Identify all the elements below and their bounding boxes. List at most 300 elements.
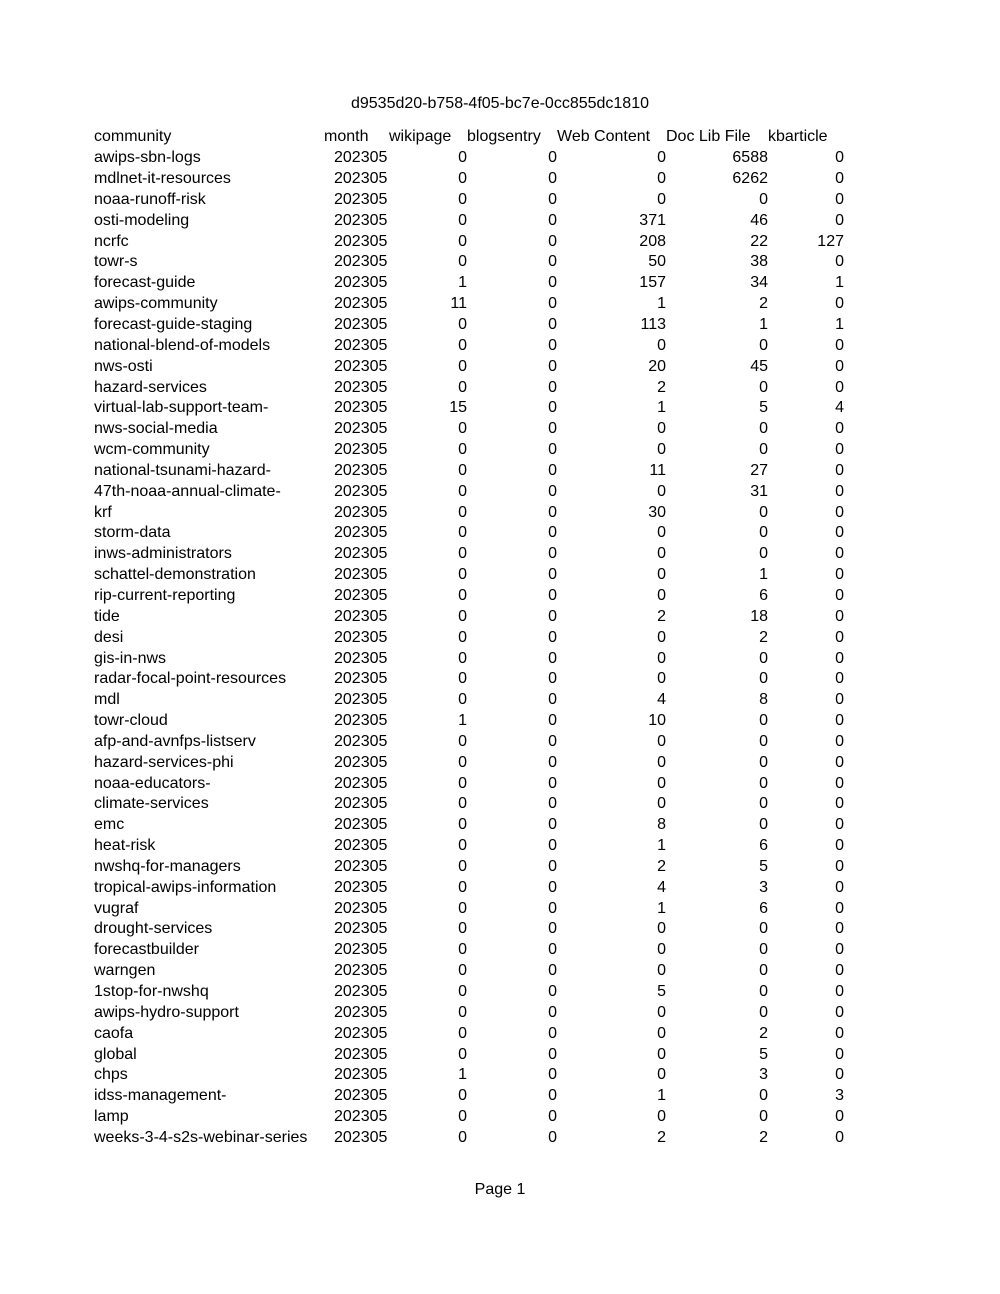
kbarticle-cell: 0 bbox=[835, 983, 844, 1001]
table-row bbox=[94, 231, 844, 252]
wikipage-cell: 0 bbox=[458, 170, 467, 188]
month-cell: 202305 bbox=[334, 586, 388, 604]
table-header-row bbox=[94, 127, 844, 148]
wikipage-cell: 0 bbox=[458, 899, 467, 917]
blogsentry-cell: 0 bbox=[548, 566, 557, 584]
web-content-cell: 1 bbox=[657, 837, 666, 855]
kbarticle-cell: 0 bbox=[835, 441, 844, 459]
doc-lib-file-cell: 0 bbox=[759, 190, 768, 208]
web-content-cell: 1 bbox=[657, 399, 666, 417]
blogsentry-cell: 0 bbox=[548, 482, 557, 500]
blogsentry-cell: 0 bbox=[548, 378, 557, 396]
doc-lib-file-cell: 3 bbox=[759, 1066, 768, 1084]
community-cell: drought-services bbox=[94, 920, 213, 938]
web-content-cell: 30 bbox=[648, 503, 666, 521]
doc-lib-file-cell: 0 bbox=[759, 670, 768, 688]
month-cell: 202305 bbox=[334, 1024, 388, 1042]
wikipage-cell: 0 bbox=[458, 857, 467, 875]
kbarticle-cell: 0 bbox=[835, 816, 844, 834]
community-cell: awips-hydro-support bbox=[94, 1003, 239, 1021]
web-content-cell: 157 bbox=[639, 274, 666, 292]
web-content-cell: 0 bbox=[657, 336, 666, 354]
doc-lib-file-cell: 0 bbox=[759, 649, 768, 667]
month-cell: 202305 bbox=[334, 607, 388, 625]
community-cell: towr-cloud bbox=[94, 712, 168, 730]
community-cell: awips-community bbox=[94, 295, 218, 313]
month-cell: 202305 bbox=[334, 1066, 388, 1084]
table-row bbox=[94, 398, 844, 419]
kbarticle-cell: 0 bbox=[835, 461, 844, 479]
table-row bbox=[94, 252, 844, 273]
month-cell: 202305 bbox=[334, 149, 388, 167]
doc-lib-file-cell: 6 bbox=[759, 837, 768, 855]
doc-lib-file-cell: 6 bbox=[759, 586, 768, 604]
month-cell: 202305 bbox=[334, 524, 388, 542]
wikipage-cell: 0 bbox=[458, 837, 467, 855]
kbarticle-cell: 0 bbox=[835, 670, 844, 688]
community-cell: mdl bbox=[94, 691, 120, 709]
month-cell: 202305 bbox=[334, 1108, 388, 1126]
wikipage-cell: 1 bbox=[458, 1066, 467, 1084]
kbarticle-cell: 0 bbox=[835, 378, 844, 396]
web-content-cell: 4 bbox=[657, 691, 666, 709]
month-cell: 202305 bbox=[334, 253, 388, 271]
kbarticle-cell: 0 bbox=[835, 899, 844, 917]
table-row bbox=[94, 877, 844, 898]
month-cell: 202305 bbox=[334, 170, 388, 188]
kbarticle-cell: 0 bbox=[835, 482, 844, 500]
wikipage-cell: 0 bbox=[458, 962, 467, 980]
kbarticle-cell: 0 bbox=[835, 1003, 844, 1021]
month-cell: 202305 bbox=[334, 857, 388, 875]
community-cell: afp-and-avnfps-listserv bbox=[94, 732, 256, 750]
wikipage-cell: 0 bbox=[458, 357, 467, 375]
web-content-cell: 0 bbox=[657, 774, 666, 792]
wikipage-cell: 0 bbox=[458, 628, 467, 646]
month-cell: 202305 bbox=[334, 1128, 388, 1146]
doc-lib-file-cell: 0 bbox=[759, 712, 768, 730]
table-row bbox=[94, 627, 844, 648]
month-cell: 202305 bbox=[334, 232, 388, 250]
web-content-cell: 0 bbox=[657, 649, 666, 667]
month-cell: 202305 bbox=[334, 295, 388, 313]
doc-lib-file-cell: 0 bbox=[759, 378, 768, 396]
month-cell: 202305 bbox=[334, 316, 388, 334]
web-content-cell: 50 bbox=[648, 253, 666, 271]
month-cell: 202305 bbox=[334, 357, 388, 375]
community-cell: global bbox=[94, 1045, 137, 1063]
blogsentry-cell: 0 bbox=[548, 920, 557, 938]
header-blogsentry: blogsentry bbox=[467, 128, 541, 146]
web-content-cell: 1 bbox=[657, 899, 666, 917]
month-cell: 202305 bbox=[334, 983, 388, 1001]
community-cell: tropical-awips-information bbox=[94, 878, 277, 896]
blogsentry-cell: 0 bbox=[548, 1108, 557, 1126]
kbarticle-cell: 0 bbox=[835, 878, 844, 896]
doc-lib-file-cell: 0 bbox=[759, 816, 768, 834]
table-row bbox=[94, 335, 844, 356]
community-cell: ncrfc bbox=[94, 232, 129, 250]
community-cell: tide bbox=[94, 607, 120, 625]
wikipage-cell: 0 bbox=[458, 1087, 467, 1105]
web-content-cell: 0 bbox=[657, 420, 666, 438]
blogsentry-cell: 0 bbox=[548, 441, 557, 459]
doc-lib-file-cell: 0 bbox=[759, 941, 768, 959]
doc-lib-file-cell: 0 bbox=[759, 753, 768, 771]
doc-lib-file-cell: 45 bbox=[750, 357, 768, 375]
header-kbarticle: kbarticle bbox=[768, 128, 828, 146]
web-content-cell: 113 bbox=[640, 316, 666, 334]
table-row bbox=[94, 961, 844, 982]
blogsentry-cell: 0 bbox=[548, 962, 557, 980]
header-web-content: Web Content bbox=[557, 128, 651, 146]
kbarticle-cell: 0 bbox=[835, 857, 844, 875]
community-cell: osti-modeling bbox=[94, 211, 190, 229]
community-cell: 1stop-for-nwshq bbox=[94, 983, 209, 1001]
table-row bbox=[94, 148, 844, 169]
community-cell: warngen bbox=[94, 962, 156, 980]
wikipage-cell: 0 bbox=[458, 503, 467, 521]
table-row bbox=[94, 377, 844, 398]
wikipage-cell: 0 bbox=[458, 753, 467, 771]
wikipage-cell: 0 bbox=[458, 607, 467, 625]
month-cell: 202305 bbox=[334, 211, 388, 229]
kbarticle-cell: 3 bbox=[835, 1087, 844, 1105]
community-cell: forecastbuilder bbox=[94, 941, 199, 959]
wikipage-cell: 0 bbox=[458, 983, 467, 1001]
kbarticle-cell: 0 bbox=[835, 190, 844, 208]
blogsentry-cell: 0 bbox=[548, 983, 557, 1001]
wikipage-cell: 0 bbox=[458, 670, 467, 688]
table-row bbox=[94, 857, 844, 878]
table-row bbox=[94, 461, 844, 482]
web-content-cell: 2 bbox=[657, 607, 666, 625]
month-cell: 202305 bbox=[334, 1003, 388, 1021]
blogsentry-cell: 0 bbox=[548, 316, 557, 334]
doc-lib-file-cell: 0 bbox=[759, 1003, 768, 1021]
wikipage-cell: 0 bbox=[458, 1003, 467, 1021]
table-body bbox=[94, 148, 844, 1149]
kbarticle-cell: 0 bbox=[835, 837, 844, 855]
doc-lib-file-cell: 0 bbox=[759, 503, 768, 521]
wikipage-cell: 0 bbox=[458, 878, 467, 896]
month-cell: 202305 bbox=[334, 795, 388, 813]
doc-lib-file-cell: 6262 bbox=[732, 170, 768, 188]
wikipage-cell: 0 bbox=[458, 920, 467, 938]
wikipage-cell: 15 bbox=[449, 399, 467, 417]
kbarticle-cell: 0 bbox=[835, 1128, 844, 1146]
month-cell: 202305 bbox=[334, 920, 388, 938]
kbarticle-cell: 0 bbox=[835, 524, 844, 542]
doc-lib-file-cell: 2 bbox=[759, 628, 768, 646]
table-row bbox=[94, 523, 844, 544]
web-content-cell: 2 bbox=[657, 857, 666, 875]
blogsentry-cell: 0 bbox=[548, 190, 557, 208]
doc-lib-file-cell: 27 bbox=[750, 461, 768, 479]
month-cell: 202305 bbox=[334, 962, 388, 980]
community-cell: forecast-guide-staging bbox=[94, 316, 253, 334]
wikipage-cell: 0 bbox=[458, 1045, 467, 1063]
month-cell: 202305 bbox=[334, 1045, 388, 1063]
table-row bbox=[94, 1107, 844, 1128]
kbarticle-cell: 0 bbox=[835, 1024, 844, 1042]
doc-lib-file-cell: 0 bbox=[759, 420, 768, 438]
month-cell: 202305 bbox=[334, 441, 388, 459]
blogsentry-cell: 0 bbox=[548, 899, 557, 917]
kbarticle-cell: 0 bbox=[835, 1108, 844, 1126]
web-content-cell: 0 bbox=[657, 524, 666, 542]
wikipage-cell: 0 bbox=[458, 941, 467, 959]
web-content-cell: 208 bbox=[639, 232, 666, 250]
web-content-cell: 0 bbox=[657, 920, 666, 938]
month-cell: 202305 bbox=[334, 274, 388, 292]
month-cell: 202305 bbox=[334, 712, 388, 730]
table-row bbox=[94, 1128, 844, 1149]
wikipage-cell: 0 bbox=[458, 816, 467, 834]
month-cell: 202305 bbox=[334, 399, 388, 417]
blogsentry-cell: 0 bbox=[548, 753, 557, 771]
wikipage-cell: 0 bbox=[458, 545, 467, 563]
month-cell: 202305 bbox=[334, 503, 388, 521]
community-stats-table bbox=[94, 127, 844, 1148]
community-cell: storm-data bbox=[94, 524, 171, 542]
wikipage-cell: 0 bbox=[458, 316, 467, 334]
doc-lib-file-cell: 2 bbox=[759, 295, 768, 313]
month-cell: 202305 bbox=[334, 1087, 388, 1105]
community-cell: hazard-services-phi bbox=[94, 753, 234, 771]
kbarticle-cell: 0 bbox=[835, 357, 844, 375]
table-row bbox=[94, 440, 844, 461]
doc-lib-file-cell: 0 bbox=[759, 524, 768, 542]
wikipage-cell: 0 bbox=[458, 586, 467, 604]
blogsentry-cell: 0 bbox=[548, 586, 557, 604]
month-cell: 202305 bbox=[334, 670, 388, 688]
table-row bbox=[94, 169, 844, 190]
table-row bbox=[94, 690, 844, 711]
blogsentry-cell: 0 bbox=[548, 649, 557, 667]
community-cell: 47th-noaa-annual-climate- bbox=[94, 482, 281, 500]
month-cell: 202305 bbox=[334, 378, 388, 396]
web-content-cell: 0 bbox=[657, 586, 666, 604]
table-row bbox=[94, 982, 844, 1003]
doc-lib-file-cell: 0 bbox=[759, 441, 768, 459]
doc-lib-file-cell: 38 bbox=[750, 253, 768, 271]
wikipage-cell: 0 bbox=[458, 190, 467, 208]
kbarticle-cell: 0 bbox=[835, 545, 844, 563]
table-row bbox=[94, 419, 844, 440]
blogsentry-cell: 0 bbox=[548, 941, 557, 959]
community-cell: gis-in-nws bbox=[94, 649, 167, 667]
kbarticle-cell: 4 bbox=[835, 399, 844, 417]
table-row bbox=[94, 898, 844, 919]
kbarticle-cell: 0 bbox=[835, 295, 844, 313]
blogsentry-cell: 0 bbox=[548, 295, 557, 313]
community-cell: hazard-services bbox=[94, 378, 207, 396]
community-cell: schattel-demonstration bbox=[94, 566, 256, 584]
community-cell: vugraf bbox=[94, 899, 139, 917]
month-cell: 202305 bbox=[334, 899, 388, 917]
kbarticle-cell: 0 bbox=[835, 649, 844, 667]
doc-lib-file-cell: 5 bbox=[759, 857, 768, 875]
blogsentry-cell: 0 bbox=[548, 420, 557, 438]
web-content-cell: 0 bbox=[657, 170, 666, 188]
blogsentry-cell: 0 bbox=[548, 837, 557, 855]
month-cell: 202305 bbox=[334, 774, 388, 792]
table-row bbox=[94, 273, 844, 294]
kbarticle-cell: 0 bbox=[835, 420, 844, 438]
community-cell: lamp bbox=[94, 1108, 129, 1126]
kbarticle-cell: 0 bbox=[835, 962, 844, 980]
doc-lib-file-cell: 46 bbox=[750, 211, 768, 229]
wikipage-cell: 0 bbox=[458, 1108, 467, 1126]
blogsentry-cell: 0 bbox=[548, 1024, 557, 1042]
web-content-cell: 0 bbox=[657, 1045, 666, 1063]
web-content-cell: 0 bbox=[657, 732, 666, 750]
page-title: d9535d20-b758-4f05-bc7e-0cc855dc1810 bbox=[350, 95, 649, 112]
kbarticle-cell: 0 bbox=[835, 1045, 844, 1063]
kbarticle-cell: 0 bbox=[835, 753, 844, 771]
wikipage-cell: 0 bbox=[458, 211, 467, 229]
blogsentry-cell: 0 bbox=[548, 1066, 557, 1084]
web-content-cell: 0 bbox=[657, 1108, 666, 1126]
month-cell: 202305 bbox=[334, 837, 388, 855]
doc-lib-file-cell: 0 bbox=[759, 545, 768, 563]
kbarticle-cell: 1 bbox=[835, 274, 844, 292]
web-content-cell: 0 bbox=[657, 190, 666, 208]
month-cell: 202305 bbox=[334, 753, 388, 771]
table-row bbox=[94, 1044, 844, 1065]
web-content-cell: 1 bbox=[657, 1087, 666, 1105]
kbarticle-cell: 0 bbox=[835, 336, 844, 354]
community-cell: weeks-3-4-s2s-webinar-series bbox=[94, 1128, 308, 1146]
web-content-cell: 0 bbox=[657, 1024, 666, 1042]
table-row bbox=[94, 502, 844, 523]
month-cell: 202305 bbox=[334, 545, 388, 563]
doc-lib-file-cell: 0 bbox=[759, 920, 768, 938]
wikipage-cell: 0 bbox=[458, 566, 467, 584]
community-cell: virtual-lab-support-team- bbox=[94, 399, 269, 417]
web-content-cell: 20 bbox=[648, 357, 666, 375]
month-cell: 202305 bbox=[334, 691, 388, 709]
doc-lib-file-cell: 2 bbox=[759, 1128, 768, 1146]
table-row bbox=[94, 1065, 844, 1086]
web-content-cell: 0 bbox=[657, 795, 666, 813]
kbarticle-cell: 0 bbox=[835, 253, 844, 271]
kbarticle-cell: 0 bbox=[835, 628, 844, 646]
kbarticle-cell: 0 bbox=[835, 566, 844, 584]
doc-lib-file-cell: 5 bbox=[759, 399, 768, 417]
blogsentry-cell: 0 bbox=[548, 878, 557, 896]
doc-lib-file-cell: 0 bbox=[759, 1087, 768, 1105]
kbarticle-cell: 0 bbox=[835, 732, 844, 750]
community-cell: emc bbox=[94, 816, 125, 834]
web-content-cell: 0 bbox=[657, 545, 666, 563]
web-content-cell: 0 bbox=[657, 149, 666, 167]
kbarticle-cell: 0 bbox=[835, 920, 844, 938]
wikipage-cell: 0 bbox=[458, 149, 467, 167]
kbarticle-cell: 0 bbox=[835, 170, 844, 188]
table-row bbox=[94, 752, 844, 773]
community-cell: rip-current-reporting bbox=[94, 586, 236, 604]
wikipage-cell: 0 bbox=[458, 441, 467, 459]
doc-lib-file-cell: 18 bbox=[750, 607, 768, 625]
table-row bbox=[94, 711, 844, 732]
kbarticle-cell: 0 bbox=[835, 795, 844, 813]
blogsentry-cell: 0 bbox=[548, 461, 557, 479]
month-cell: 202305 bbox=[334, 420, 388, 438]
header-doc-lib-file: Doc Lib File bbox=[666, 128, 751, 146]
blogsentry-cell: 0 bbox=[548, 149, 557, 167]
doc-lib-file-cell: 5 bbox=[759, 1045, 768, 1063]
community-cell: inws-administrators bbox=[94, 545, 232, 563]
wikipage-cell: 0 bbox=[458, 795, 467, 813]
blogsentry-cell: 0 bbox=[548, 503, 557, 521]
blogsentry-cell: 0 bbox=[548, 795, 557, 813]
doc-lib-file-cell: 0 bbox=[759, 732, 768, 750]
wikipage-cell: 0 bbox=[458, 649, 467, 667]
wikipage-cell: 0 bbox=[458, 732, 467, 750]
community-cell: national-tsunami-hazard- bbox=[94, 461, 271, 479]
doc-lib-file-cell: 0 bbox=[759, 962, 768, 980]
blogsentry-cell: 0 bbox=[548, 274, 557, 292]
month-cell: 202305 bbox=[334, 482, 388, 500]
kbarticle-cell: 127 bbox=[817, 232, 844, 250]
kbarticle-cell: 0 bbox=[835, 1066, 844, 1084]
web-content-cell: 0 bbox=[657, 566, 666, 584]
wikipage-cell: 0 bbox=[458, 1128, 467, 1146]
community-cell: idss-management- bbox=[94, 1087, 227, 1105]
web-content-cell: 0 bbox=[657, 1003, 666, 1021]
web-content-cell: 0 bbox=[657, 670, 666, 688]
blogsentry-cell: 0 bbox=[548, 628, 557, 646]
web-content-cell: 8 bbox=[657, 816, 666, 834]
blogsentry-cell: 0 bbox=[548, 1003, 557, 1021]
wikipage-cell: 1 bbox=[458, 712, 467, 730]
doc-lib-file-cell: 1 bbox=[759, 316, 768, 334]
kbarticle-cell: 0 bbox=[835, 503, 844, 521]
wikipage-cell: 0 bbox=[458, 774, 467, 792]
month-cell: 202305 bbox=[334, 461, 388, 479]
community-cell: forecast-guide bbox=[94, 274, 196, 292]
blogsentry-cell: 0 bbox=[548, 712, 557, 730]
kbarticle-cell: 0 bbox=[835, 211, 844, 229]
wikipage-cell: 0 bbox=[458, 691, 467, 709]
wikipage-cell: 0 bbox=[458, 378, 467, 396]
table-row bbox=[94, 731, 844, 752]
blogsentry-cell: 0 bbox=[548, 857, 557, 875]
community-cell: noaa-runoff-risk bbox=[94, 190, 206, 208]
table-row bbox=[94, 815, 844, 836]
doc-lib-file-cell: 0 bbox=[759, 1108, 768, 1126]
blogsentry-cell: 0 bbox=[548, 1128, 557, 1146]
blogsentry-cell: 0 bbox=[548, 691, 557, 709]
web-content-cell: 0 bbox=[657, 753, 666, 771]
web-content-cell: 0 bbox=[657, 962, 666, 980]
month-cell: 202305 bbox=[334, 628, 388, 646]
doc-lib-file-cell: 8 bbox=[759, 691, 768, 709]
blogsentry-cell: 0 bbox=[548, 524, 557, 542]
kbarticle-cell: 0 bbox=[835, 607, 844, 625]
blogsentry-cell: 0 bbox=[548, 170, 557, 188]
community-cell: krf bbox=[94, 503, 112, 521]
blogsentry-cell: 0 bbox=[548, 336, 557, 354]
community-cell: mdlnet-it-resources bbox=[94, 170, 231, 188]
kbarticle-cell: 0 bbox=[835, 149, 844, 167]
community-cell: nwshq-for-managers bbox=[94, 857, 241, 875]
table-row bbox=[94, 648, 844, 669]
table-row bbox=[94, 606, 844, 627]
web-content-cell: 0 bbox=[657, 941, 666, 959]
